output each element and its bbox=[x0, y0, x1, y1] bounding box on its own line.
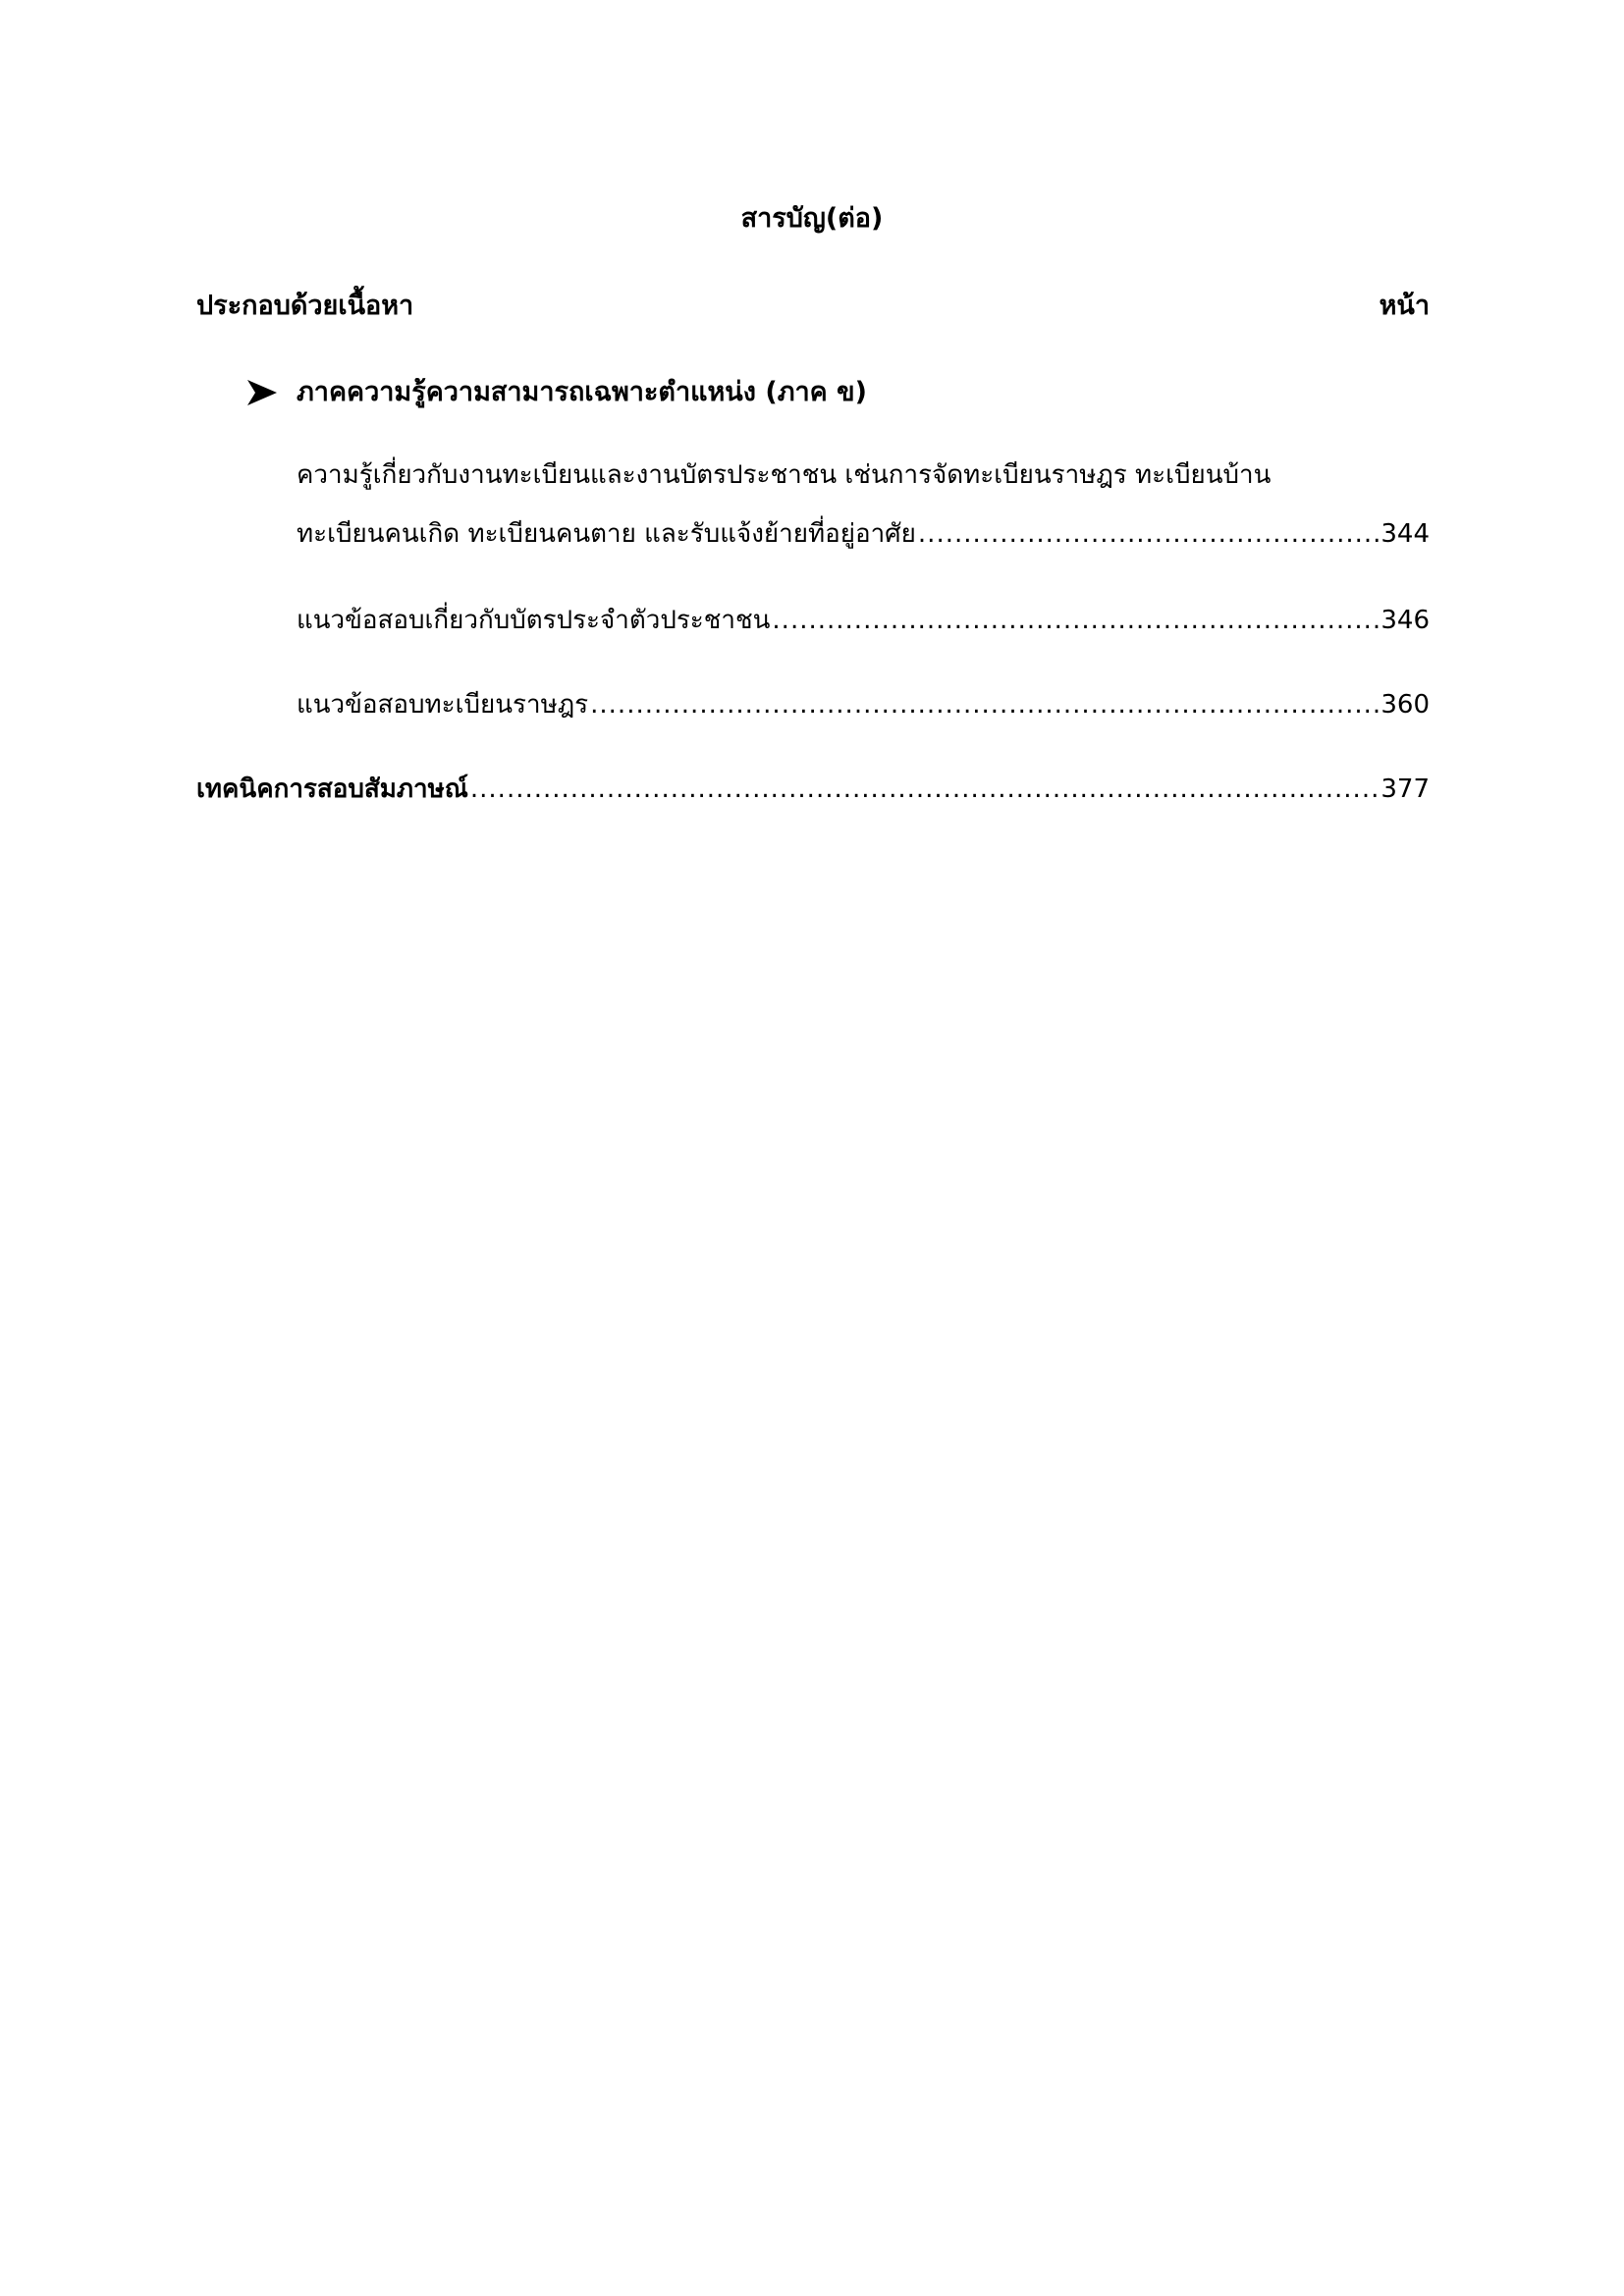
toc-page-number: 346 bbox=[1380, 606, 1430, 635]
section-heading-label: ภาคความรู้ความสามารถเฉพาะตำแหน่ง (ภาค ข) bbox=[297, 377, 867, 407]
dot-leader bbox=[918, 514, 1379, 554]
toc-entry[interactable] bbox=[196, 770, 1430, 809]
toc-page-number: 377 bbox=[1380, 774, 1430, 804]
page-title: สารบัญ(ต่อ) bbox=[740, 203, 884, 234]
toc-entry-title: ทะเบียนคนเกิด ทะเบียนคนตาย และรับแจ้งย้ายที่อยู่อาศัย bbox=[297, 519, 916, 549]
toc-page-number: 344 bbox=[1380, 519, 1430, 549]
dot-leader bbox=[470, 770, 1379, 809]
arrow-bullet-icon bbox=[247, 380, 277, 405]
toc-entry-title: เทคนิคการสอบสัมภาษณ์ bbox=[196, 774, 468, 804]
dot-leader bbox=[590, 685, 1379, 724]
toc-entry[interactable] bbox=[297, 514, 1430, 554]
dot-leader bbox=[772, 601, 1379, 640]
toc-entry-title: แนวข้อสอบทะเบียนราษฎร bbox=[297, 690, 589, 720]
content-column-header: ประกอบด้วยเนื้อหา bbox=[196, 291, 414, 321]
toc-entry[interactable] bbox=[297, 685, 1430, 724]
toc-page-number: 360 bbox=[1380, 690, 1430, 720]
page-column-header: หน้า bbox=[1379, 291, 1430, 321]
toc-entry-title: แนวข้อสอบเกี่ยวกับบัตรประจำตัวประชาชน bbox=[297, 606, 771, 635]
toc-entry-line1: ความรู้เกี่ยวกับงานทะเบียนและงานบัตรประชาชน เช่นการจัดทะเบียนราษฎร ทะเบียนบ้าน bbox=[297, 460, 1272, 490]
toc-entry[interactable] bbox=[297, 601, 1430, 640]
section-heading bbox=[247, 373, 867, 412]
